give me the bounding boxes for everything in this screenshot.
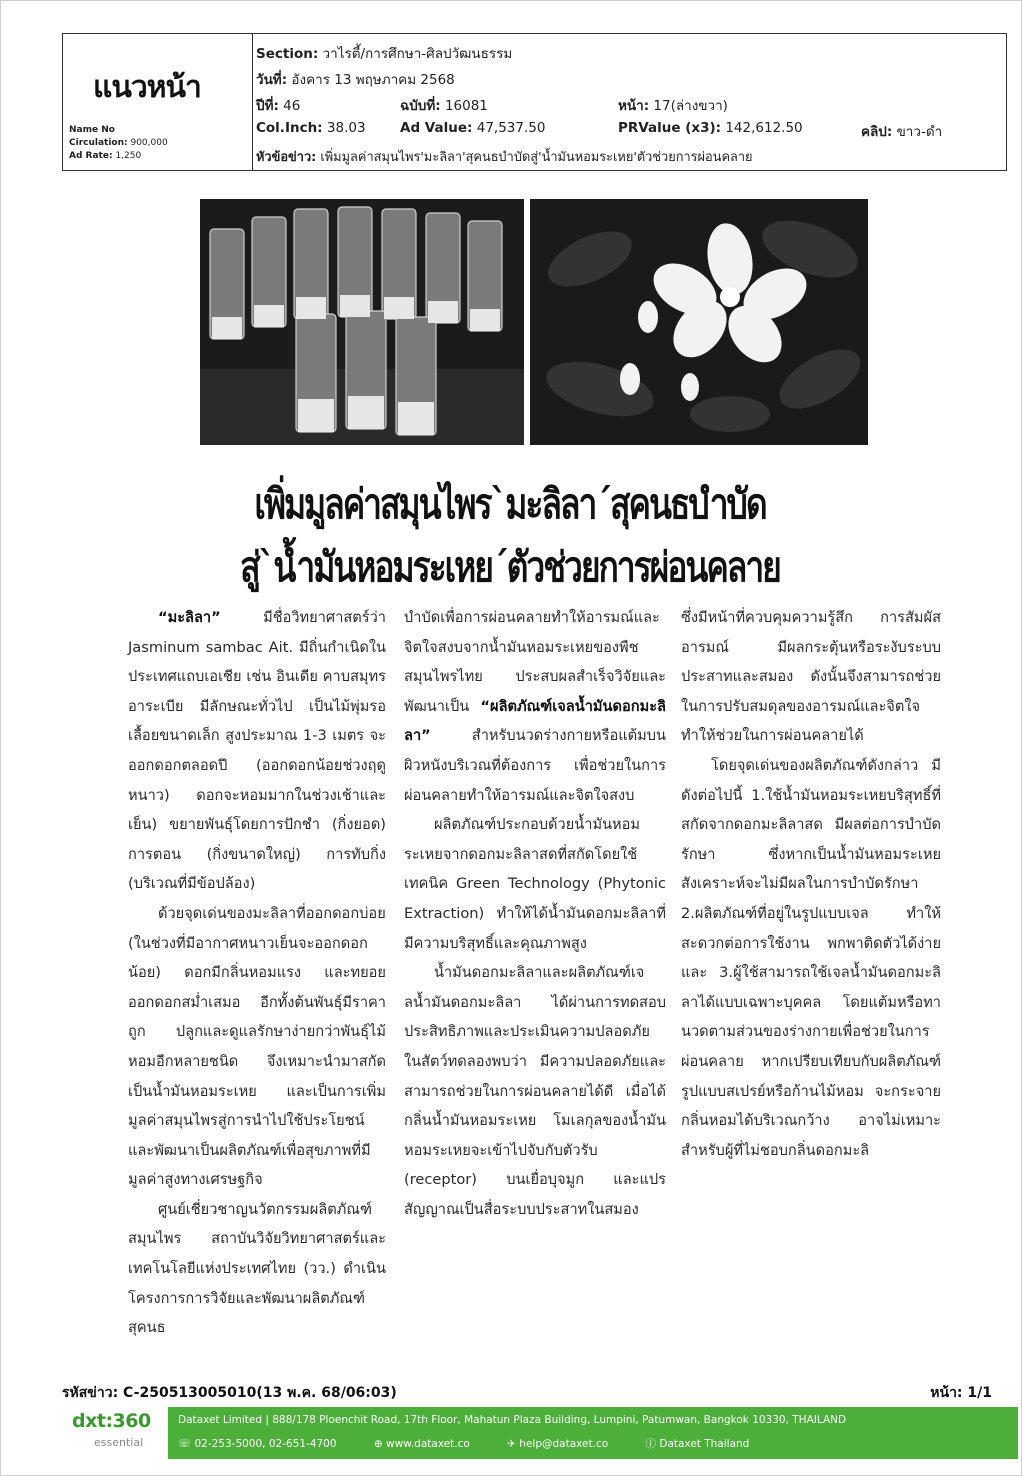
date-row <box>256 68 455 90</box>
col1-paragraph-1 <box>128 603 386 899</box>
article-title-line2: สู่`น้ำมันหอมระเหย´ตัวช่วยการผ่อนคลาย <box>240 543 780 591</box>
footer-address: Dataxet Limited | 888/178 Ploenchit Road, 17th Floor, Mahatun Plaza Building, Lumpini, Patumwan, Bangkok 10330, THAILAND <box>178 1414 847 1426</box>
section-row <box>256 42 512 64</box>
page-label: หน้า: <box>618 98 650 114</box>
website-link[interactable]: ⊕ www.dataxet.co <box>373 1438 470 1450</box>
clip-value: ขาว-ดำ <box>896 124 943 140</box>
headline-row <box>256 146 753 167</box>
col2-paragraph-3: น้ำมันดอกมะลิลาและผลิตภัณฑ์เจลน้ำมันดอกมะลิลา ได้ผ่านการทดสอบประสิทธิภาพและประเมินความปลอดภัยในสัตว์ทดลองพบว่า มีความปลอดภัยและสามารถช่วยในการผ่อนคลายได้ดี เมื่อได้กลิ่นน้ำมันหอมระเหย โมเลกุลของน้ำมันหอมระเหยจะเข้าไปจับกับตัวรับ (receptor) บนเยื่อบุจมูก และแปรสัญญาณเป็นสื่อระบบประสาทในสมอง <box>404 964 666 1218</box>
meta-adrate-value: 1,250 <box>115 151 142 161</box>
article-column-1 <box>128 603 386 1343</box>
headline-value: เพิ่มมูลค่าสมุนไพร'มะลิลา'สุคนธบำบัดสู่'น้ำมันหอมระเหย'ตัวช่วยการผ่อนคลาย <box>320 150 753 165</box>
page-row <box>618 94 728 116</box>
issue-label: ฉบับที่: <box>400 98 441 114</box>
facebook-link[interactable]: ⓕ Dataxet Thailand <box>645 1438 750 1450</box>
colinch-label: Col.Inch: <box>256 120 323 136</box>
year-value: 46 <box>283 98 301 114</box>
meta-adrate-label: Ad Rate: <box>69 151 113 161</box>
col2-paragraph-1a: บำบัดเพื่อการผ่อนคลายทำให้อารมณ์และจิตใจสงบจากน้ำมันหอมระเหยของพืชสมุนไพรไทย ประสบผลสำเร็จวิจัยและพัฒนาเป็น <box>404 609 666 715</box>
logo-meta <box>69 124 168 163</box>
meta-circulation-label: Circulation: <box>69 138 128 148</box>
meta-name-label: Name No <box>69 125 115 135</box>
logo-cell <box>63 34 253 170</box>
prvalue-value: 142,612.50 <box>725 120 803 136</box>
date-value: อังคาร 13 พฤษภาคม 2568 <box>291 72 455 88</box>
prvalue-row <box>618 120 803 136</box>
issue-value: 16081 <box>444 98 488 114</box>
section-value: วาไรตี้/การศึกษา-ศิลปวัฒนธรรม <box>322 46 513 62</box>
dataxet-logo: dxt:360 <box>72 1410 151 1432</box>
headline-label: หัวข้อข่าว: <box>256 150 317 165</box>
col3-paragraph-2: โดยจุดเด่นของผลิตภัณฑ์ดังกล่าว มีดังต่อไปนี้ 1.ใช้น้ำมันหอมระเหยบริสุทธิ์ที่สกัดจากดอกมะลิลาสด มีผลต่อการบำบัดรักษา ซึ่งหากเป็นน้ำมันหอมระเหยสังเคราะห์จะไม่มีผลในการบำบัดรักษา 2.ผลิตภัณฑ์ที่อยู่ในรูปแบบเจล ทำให้สะดวกต่อการใช้งาน พกพาติดตัวได้ง่าย และ 3.ผู้ใช้สามารถใช้เจลน้ำมันดอกมะลิลาได้แบบเฉพาะบุคคล โดยแต้มหรือทานวดตามส่วนของร่างกายเพื่อช่วยในการผ่อนคลาย หากเปรียบเทียบกับผลิตภัณฑ์รูปแบบสเปรย์หรือก้านไม้หอม จะกระจายกลิ่นหอมได้บริเวณกว้าง อาจไม่เหมาะสำหรับผู้ที่ไม่ชอบกลิ่นดอกมะลิ <box>681 756 941 1159</box>
newspaper-logo: แนวหน้า <box>93 70 201 105</box>
year-label: ปีที่: <box>256 98 279 114</box>
col1-paragraph-3: ศูนย์เชี่ยวชาญนวัตกรรมผลิตภัณฑ์สมุนไพร สถาบันวิจัยวิทยาศาสตร์และเทคโนโลยีแห่งประเทศไทย (วว.) ดำเนินโครงการการวิจัยและพัฒนาผลิตภัณฑ์สุคนธ <box>128 1200 386 1337</box>
article-title-line1: เพิ่มมูลค่าสมุนไพร`มะลิลา´สุคนธบำบัด <box>254 480 766 528</box>
email-link[interactable]: ✈ help@dataxet.co <box>507 1438 609 1450</box>
jasmine-photo <box>530 199 868 445</box>
colinch-row <box>256 120 366 136</box>
col1-lead-bold: “มะลิลา” <box>158 609 221 626</box>
article-column-2 <box>404 603 666 1224</box>
col2-product-bold: “ผลิตภัณฑ์เจลน้ำมันดอกมะลิลา” <box>404 697 666 745</box>
dataxet-logo-sub: essential <box>94 1436 144 1449</box>
section-label: Section: <box>256 46 319 62</box>
page-value: 17(ล่างขวา) <box>653 98 728 114</box>
col1-paragraph-1-text: มีชื่อวิทยาศาสตร์ว่า Jasminum sambac Ait. มีถิ่นกำเนิดในประเทศแถบเอเชีย เช่น อินเดีย คาบสมุทรอาระเบีย มีลักษณะทั่วไป เป็นไม้พุ่มรอเลื้อยขนาดเล็ก สูงประมาณ 1-3 เมตร จะออกดอกตลอดปี (ออกดอกน้อยช่วงฤดูหนาว) ดอกจะหอมมากในช่วงเช้าและเย็น) ขยายพันธุ์โดยการปักชำ (กิ่งยอด) การตอน (กิ่งขนาดใหญ่) การทับกิ่ง (บริเวณที่มีข้อปล้อง) <box>128 609 386 893</box>
advalue-value: 47,537.50 <box>476 120 546 136</box>
advalue-row <box>400 120 545 136</box>
meta-circulation-value: 900,000 <box>130 138 168 148</box>
news-code: รหัสข่าว: C-250513005010(13 พ.ค. 68/06:03) <box>62 1385 397 1401</box>
footer-bar <box>168 1407 1018 1459</box>
gel-tubes-image <box>200 199 524 445</box>
clip-label: คลิป: <box>861 124 893 140</box>
product-photo <box>200 199 524 445</box>
year-row <box>256 94 300 116</box>
clipping-header <box>62 33 1007 171</box>
phone-info: ☏ 02-253-5000, 02-651-4700 <box>178 1438 337 1450</box>
col3-paragraph-1: ซึ่งมีหน้าที่ควบคุมความรู้สึก การสัมผัสอารมณ์ มีผลกระตุ้นหรือระงับระบบประสาทและสมอง ดังนั้นจึงสามารถช่วยในการปรับสมดุลของอารมณ์และจิตใจทำให้ช่วยในการผ่อนคลายได้ <box>681 609 941 745</box>
col2-paragraph-1b: สำหรับนวดร่างกายหรือแต้มบนผิวหนังบริเวณที่ต้องการ เพื่อช่วยในการผ่อนคลายทำให้อารมณ์และจิตใจสงบ <box>404 727 666 804</box>
jasmine-flower-image <box>530 199 868 445</box>
date-label: วันที่: <box>256 72 288 88</box>
advalue-label: Ad Value: <box>400 120 473 136</box>
article-column-3 <box>681 603 941 1165</box>
clip-row <box>861 120 942 142</box>
col1-paragraph-2: ด้วยจุดเด่นของมะลิลาที่ออกดอกบ่อย (ในช่วงที่มีอากาศหนาวเย็นจะออกดอกน้อย) ดอกมีกลิ่นหอมแรง และทยอยออกดอกสม่ำเสมอ อีกทั้งต้นพันธุ์มีราคาถูก ปลูกและดูแลรักษาง่ายกว่าพันธุ์ไม้หอมอีกหลายชนิด จึงเหมาะนำมาสกัดเป็นน้ำมันหอมระเหย และเป็นการเพิ่มมูลค่าสมุนไพรสู่การนำไปใช้ประโยชน์ และพัฒนาเป็นผลิตภัณฑ์เพื่อสุขภาพที่มีมูลค่าสูงทางเศรษฐกิจ <box>128 904 386 1189</box>
page-count: หน้า: 1/1 <box>930 1385 992 1401</box>
colinch-value: 38.03 <box>326 120 366 136</box>
col2-paragraph-2: ผลิตภัณฑ์ประกอบด้วยน้ำมันหอมระเหยจากดอกมะลิลาสดที่สกัดโดยใช้เทคนิค Green Technology (Phytonic Extraction) ทำให้ได้น้ำมันดอกมะลิลาที่มีความบริสุทธิ์และคุณภาพสูง <box>404 816 666 952</box>
issue-row <box>400 94 488 116</box>
col2-paragraph-1 <box>404 603 666 810</box>
footer-contacts <box>178 1436 783 1451</box>
prvalue-label: PRValue (x3): <box>618 120 722 136</box>
